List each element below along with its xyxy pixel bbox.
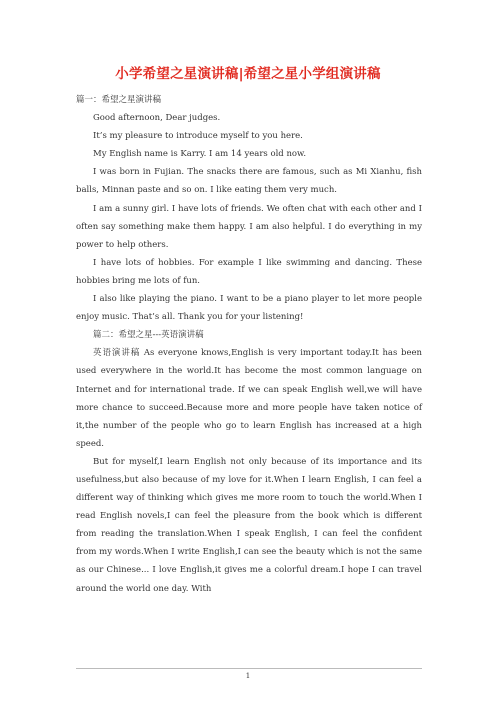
section-heading: 篇一：希望之星演讲稿 [76,95,162,105]
section-heading: 篇二：希望之星---英语演讲稿 [93,330,204,341]
paragraph: It’s my pleasure to introduce myself to you here. [93,131,303,142]
document-title: 小学希望之星演讲稿|希望之星小学组演讲稿 [115,66,381,82]
page-number: 1 [245,672,251,680]
paragraph: I was born in Fujian. The snacks there are famous, such as Mi Xianhu, fish balls, Minnan paste and so on. I like eating them very much. [76,167,422,196]
paragraph: Good afternoon, Dear judges. [93,113,221,124]
footer-divider [76,668,422,669]
paragraph: 英语演讲稿 As everyone knows,English is very important today.It has been used everywhere in the world.It has become the most common language on Internet and for international trade. If we can speak English well,we will have more chance to succeed.Because more and more people have taken notice of it,the number of the people who go to learn English has increased at a high speed. [76,348,422,449]
document-body [76,91,422,598]
paragraph: My English name is Karry. I am 14 years old now. [93,149,307,160]
paragraph: I have lots of hobbies. For example I like swimming and dancing. These hobbies bring me lots of fun. [76,257,422,286]
paragraph: But for myself,I learn English not only because of its importance and its usefulness,but also because of my love for it.When I learn English, I can feel a different way of thinking which gives me more room to touch the world.When I read English novels,I can feel the pleasure from the book which is different from reading the translation.When I speak English, I can feel the confident from my words.When I write English,I can see the beauty which is not the same as our Chinese... I love English,it gives me a colorful dream.I hope I can travel around the world one day. With [76,456,422,594]
paragraph: I am a sunny girl. I have lots of friends. We often chat with each other and I often say something make them happy. I am also helpful. I do everything in my power to help others. [76,203,422,250]
paragraph: I also like playing the piano. I want to be a piano player to let more people enjoy music. That’s all. Thank you for your listening! [76,294,422,323]
